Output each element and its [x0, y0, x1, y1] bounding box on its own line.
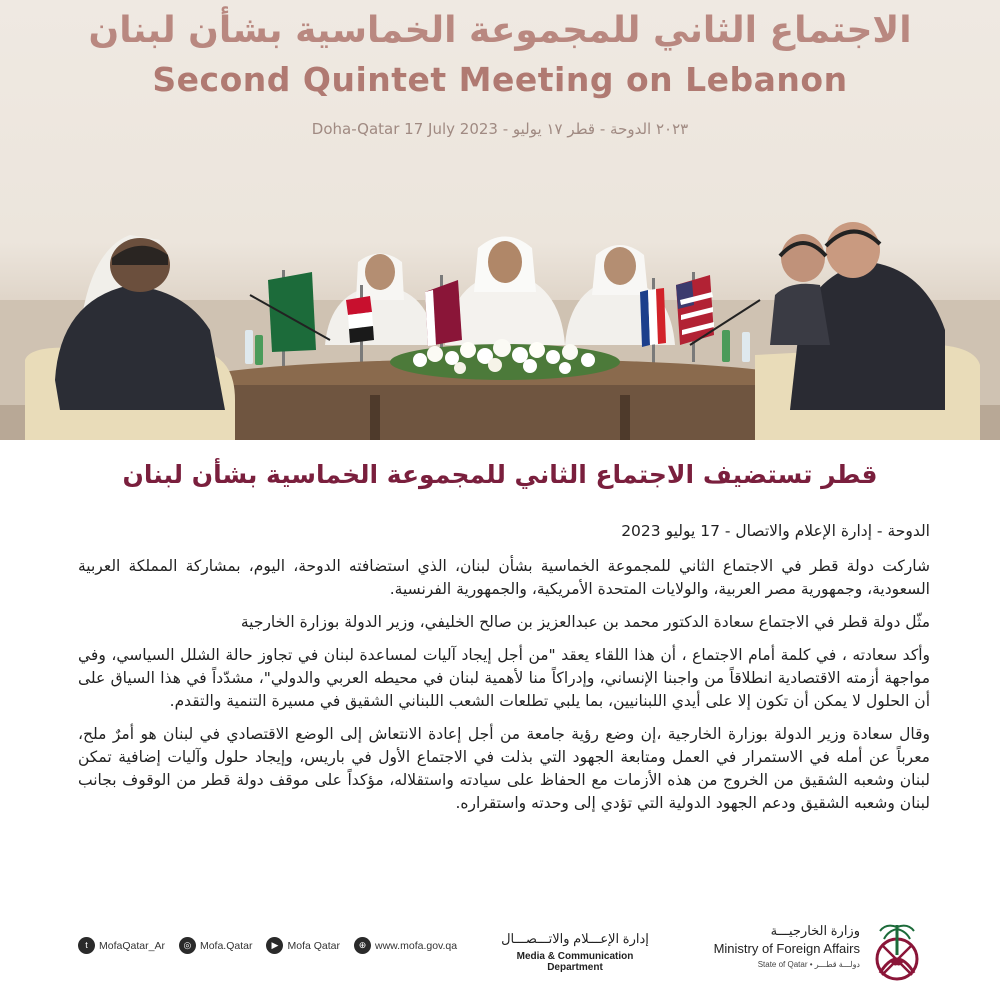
social-instagram[interactable]	[179, 937, 253, 954]
meeting-photo	[0, 0, 1000, 440]
article-headline: قطر تستضيف الاجتماع الثاني للمجموعة الخماسية بشأن لبنان	[122, 460, 878, 489]
water-bottle	[722, 330, 730, 362]
mcd-name-en: Media & Communication Department	[516, 951, 634, 973]
globe-icon: ⊕	[354, 937, 371, 954]
water-bottle	[245, 330, 253, 364]
mofa-state: State of Qatar • دولـــة قطـــر	[757, 960, 860, 969]
article-paragraph: مثّل دولة قطر في الاجتماع سعادة الدكتور محمد بن عبدالعزيز بن صالح الخليفي، وزير الدولة بوزارة الخارجية	[240, 613, 930, 631]
article-paragraph: وقال سعادة وزير الدولة بوزارة الخارجية ،إن وضع رؤية جامعة من أجل إعادة الانتعاش إلى الوضع الاقتصادي في لبنان هو أمرٌ ملح، معرباً عن أمله في الاستمرار في العمل ومتابعة الجهود التي بذلت في الاجتماع الأول في باريس، وإيجاد حلول وآليات إضافية تمكن لبنان وشعبه الشقيق من الخروج من هذه الأزمات مع الحفاظ على سيادته واستقلاله، مؤكداً على موقف دولة قطر من الوقوف بجانب لبنان وشعبه الشقيق ودعم الجهود الدولية التي تؤدي إلى وحدته واستقراره.	[78, 725, 930, 812]
water-bottle	[255, 335, 263, 365]
social-links	[78, 937, 457, 954]
social-label: Mofa Qatar	[287, 939, 341, 952]
water-bottle	[742, 332, 750, 362]
mofa-name-ar: وزارة الخارجيـــة	[770, 923, 860, 938]
social-label: MofaQatar_Ar	[99, 939, 165, 952]
banner-title-ar: الاجتماع الثاني للمجموعة الخماسية بشأن لبنان	[88, 10, 912, 51]
qatar-emblem-icon	[862, 915, 932, 985]
twitter-icon: t	[78, 937, 95, 954]
social-label: www.mofa.gov.qa	[375, 939, 458, 952]
youtube-icon: ▶	[266, 937, 283, 954]
instagram-icon: ◎	[179, 937, 196, 954]
mofa-name-en: Ministry of Foreign Affairs	[713, 941, 860, 956]
social-website[interactable]	[354, 937, 457, 954]
article-dateline: الدوحة - إدارة الإعلام والاتصال - 17 يوليو 2023	[621, 522, 930, 540]
official-center	[445, 237, 565, 346]
mcd-name-ar: إدارة الإعـــلام والاتـــصـــال	[501, 931, 649, 946]
ministry-logo-text	[700, 923, 860, 969]
footer	[0, 915, 1000, 1000]
article-body	[78, 520, 930, 825]
table-base	[200, 385, 800, 440]
article-paragraph: وأكد سعادته ، في كلمة أمام الاجتماع ، أن هذا اللقاء يعقد "من أجل إيجاد آليات لمساعدة لبنان في تجاوز حالة الشلل السياسي، وفي مواجهة أزمته الاقتصادية انطلاقاً من واجبنا الإنساني، وإدراكاً منا لأهمية لبنان في محيطه العربي والدولي"، مشدّداً في هذا السياق على أن الحلول لا يمكن أن تكون إلا على أيدي اللبنانيين، بما يلبي تطلعات الشعب اللبناني الشقيق في مسيرة التنمية والتقدم.	[78, 646, 930, 710]
meeting-scene	[0, 0, 1000, 440]
social-youtube[interactable]	[266, 937, 340, 954]
banner-dateline: Doha-Qatar 17 July 2023 - ٢٠٢٣ الدوحة - قطر ١٧ يوليو	[311, 120, 689, 138]
media-department-logo	[490, 931, 660, 973]
banner-title-en: Second Quintet Meeting on Lebanon	[152, 60, 848, 99]
social-label: Mofa.Qatar	[199, 939, 253, 952]
delegate-left-suit	[55, 238, 225, 410]
official-left	[325, 254, 435, 346]
social-twitter[interactable]	[78, 937, 165, 954]
article-paragraph: شاركت دولة قطر في الاجتماع الثاني للمجموعة الخماسية بشأن لبنان، الذي استضافته الدوحة، اليوم، بمشاركة المملكة العربية السعودية، وجمهورية مصر العربية، والولايات المتحدة الأمريكية، والجمهورية الفرنسية.	[78, 557, 930, 598]
